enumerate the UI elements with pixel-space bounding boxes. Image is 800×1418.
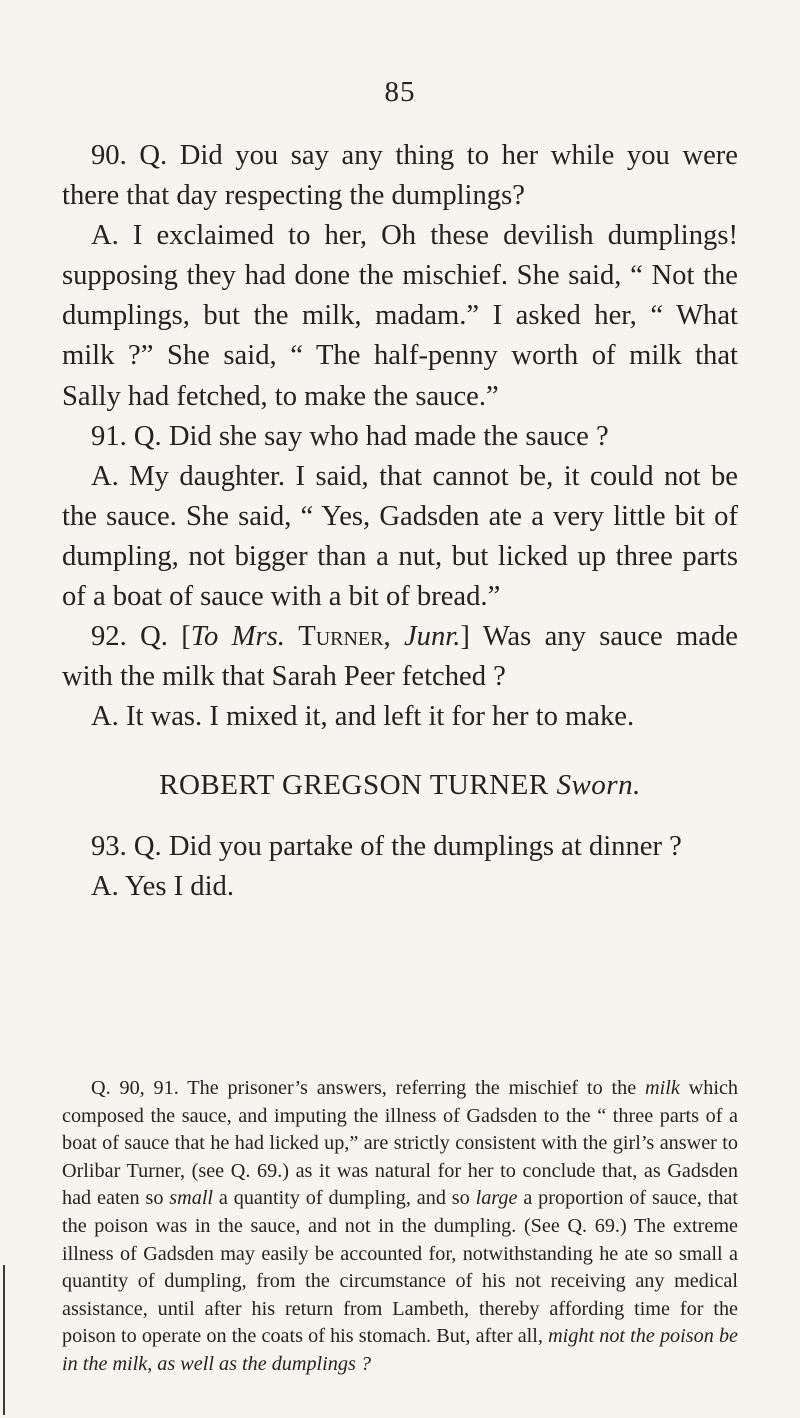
question-92-rest: ] Was any sauce made with the milk that Sarah Peer fetched ? <box>62 621 738 693</box>
question-91: 91. Q. Did she say who had made the sauce ? <box>91 420 609 452</box>
answer-92: A. It was. I mixed it, and left it for her to make. <box>91 701 635 733</box>
question-93: 93. Q. Did you partake of the dumplings at dinner ? <box>91 830 682 862</box>
testimony-text <box>62 136 738 907</box>
footnote-closing: might not the poison be in the milk, as well as the dumplings ? <box>62 1325 738 1375</box>
footnote-part-1: Q. 90, 91. The prisoner’s answers, referring the mischief to the <box>91 1077 646 1099</box>
footnote-large: large <box>475 1187 518 1210</box>
page-number: 85 <box>384 76 416 108</box>
footnote-small: small <box>169 1187 214 1210</box>
answer-93: A. Yes I did. <box>91 870 234 902</box>
question-92-prefix: 92. Q. [ <box>91 621 191 653</box>
question-92-to: To Mrs. <box>190 621 285 653</box>
answer-90: A. I exclaimed to her, Oh these devilish dumplings! supposing they had done the mischief. She said, “ Not the dumplings, but the milk, madam.” I asked her, “ What milk ?” She said, “ The half-penny worth of milk that Sally had fetched, to make the sauce.” <box>62 220 738 412</box>
question-92-name: Turner, <box>298 621 391 653</box>
witness-heading <box>62 765 738 805</box>
question-92 <box>62 617 738 697</box>
footnote-milk: milk <box>645 1077 680 1099</box>
witness-name: ROBERT GREGSON TURNER <box>159 769 549 802</box>
page-edge-line <box>3 1265 5 1415</box>
footnote <box>62 1075 738 1379</box>
sworn-label: Sworn. <box>556 769 641 802</box>
question-90: 90. Q. Did you say any thing to her while you were there that day respecting the dumplings? <box>62 140 738 212</box>
question-92-junr: Junr. <box>403 621 461 653</box>
footnote-part-2: which composed the sauce, and imputing the illness of Gadsden to the “ three parts of a boat of sauce that he had licked up,” are strictly consistent with the girl’s answer to Orlibar Turner, (see Q. 69.) as it was natural for her to conclude that, as Gadsden had eaten so <box>62 1077 738 1210</box>
answer-91: A. My daughter. I said, that cannot be, it could not be the sauce. She said, “ Yes, Gadsden ate a very little bit of dumpling, not bigger than a nut, but licked up three parts of a boat of sauce with a bit of bread.” <box>62 460 738 613</box>
footnote-part-3: a quantity of dumpling, and so <box>213 1187 476 1210</box>
footnote-part-4: a proportion of sauce, that the poison was in the sauce, and not in the dumpling. (See Q. 69.) The extreme illness of Gadsden may easily be accounted for, notwithstanding he ate so small a quantity of dumpling, from the circumstance of his not receiving any medical assistance, until after his return from Lambeth, thereby affording time for the poison to operate on the coats of his stomach. But, after all, <box>62 1187 738 1348</box>
